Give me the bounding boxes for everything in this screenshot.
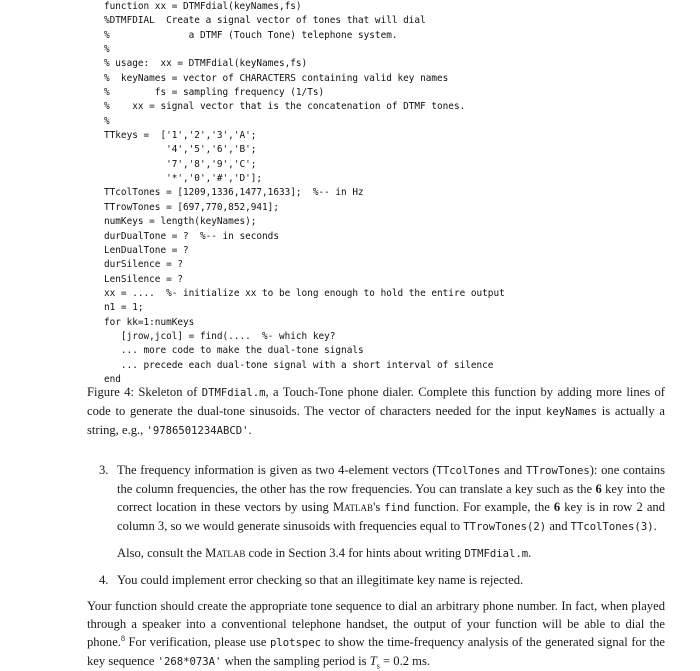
inline-code: DTMFdial.m <box>464 548 529 560</box>
inline-code: DTMFdial.m <box>201 387 266 399</box>
code-line: % keyNames = vector of CHARACTERS containing valid key names <box>104 72 449 84</box>
inline-code: TTcolTones(3) <box>570 521 654 533</box>
code-line: TTrowTones = [697,770,852,941]; <box>104 201 279 213</box>
code-line: '7','8','9','C'; <box>104 158 257 170</box>
footnote-marker: 8 <box>120 633 125 643</box>
code-line: % fs = sampling frequency (1/Ts) <box>104 87 325 99</box>
figure-caption: Figure 4: Skeleton of DTMFdial.m, a Touch-Tone phone dialer. Complete this function by adding more lines of code to generate the dual-tone sinusoids. The vector of characters needed for the input keyNames is actually a string, e.g., '9786501234ABCD'. <box>87 385 666 437</box>
code-line: LenDualTone = ? <box>104 244 189 256</box>
code-line: [jrow,jcol] = find(.... %- which key? <box>104 330 336 342</box>
inline-code: '268*073A' <box>157 656 222 668</box>
code-line: xx = .... %- initialize xx to be long enough to hold the entire output <box>104 287 505 299</box>
inline-code: keyNames <box>546 406 598 418</box>
math-subscript: s <box>376 661 380 671</box>
code-line: durDualTone = ? %-- in seconds <box>104 230 279 242</box>
code-line: TTkeys = ['1','2','3','A'; <box>104 130 257 142</box>
math-variable: T <box>369 654 377 668</box>
code-line: n1 = 1; <box>104 302 144 314</box>
code-line: for kk=1:numKeys <box>104 316 195 328</box>
code-line: % a DTMF (Touch Tone) telephone system. <box>104 29 398 41</box>
code-line: % xx = signal vector that is the concatenation of DTMF tones. <box>104 101 466 113</box>
code-line: durSilence = ? <box>104 259 184 271</box>
body-paragraph: Your function should create the appropriate tone sequence to dial an arbitrary phone number. In fact, when played through a speaker into a conventional telephone handset, the output of your function will be able to dial the phone.$^8$ For verification, please use plotspec to show the time-frequency analysis of the generated signal for the key sequence '268*073A' when the sampling period is $T_s = 0.2$ ms. <box>87 599 666 671</box>
list-item-4 <box>99 571 665 589</box>
list-item-3 <box>99 461 665 536</box>
code-line: '4','5','6','B'; <box>104 144 257 156</box>
hint-paragraph: Also, consult the Matlab code in Section 3.4 for hints about writing DTMFdial.m. <box>117 546 532 560</box>
code-line: TTcolTones = [1209,1336,1477,1633]; %-- in Hz <box>104 187 364 199</box>
code-line: % usage: xx = DTMFdial(keyNames,fs) <box>104 58 308 70</box>
inline-code: TTrowTones(2) <box>463 521 547 533</box>
bold-key: 6 <box>595 482 602 496</box>
matlab-code-listing <box>104 0 505 387</box>
list-number: 3. <box>99 463 109 477</box>
code-line: '*','0','#','D']; <box>104 173 263 185</box>
list-item-text: The frequency information is given as two 4-element vectors (TTcolTones and TTrowTones): one contains the column frequencies, the other has the row frequencies. You can translate a key such as the 6 key into the correct location in these vectors by using Matlab's find function. For example, the 6 key is in row 2 and column 3, so we would generate sinusoids with frequencies equal to TTrowTones(2) and TTcolTones(3). <box>117 463 666 533</box>
matlab-name: Matlab <box>332 500 374 514</box>
bold-key: 6 <box>553 500 561 514</box>
list-item-text: You could implement error checking so that an illegitimate key name is rejected. <box>117 573 524 587</box>
code-line: end <box>104 373 121 385</box>
code-line: function xx = DTMFdial(keyNames,fs) <box>104 1 302 12</box>
code-line: % <box>104 44 110 56</box>
code-line: LenSilence = ? <box>104 273 184 285</box>
inline-code: TTrowTones <box>525 465 590 477</box>
list-number: 4. <box>99 573 109 587</box>
code-line: ... precede each dual-tone signal with a short interval of silence <box>104 359 494 371</box>
inline-code: TTcolTones <box>436 465 501 477</box>
inline-code: '9786501234ABCD' <box>146 425 249 437</box>
inline-code: plotspec <box>269 637 321 649</box>
code-line: numKeys = length(keyNames); <box>104 216 257 228</box>
code-line: %DTMFDIAL Create a signal vector of tones that will dial <box>104 15 426 27</box>
matlab-name: Matlab <box>205 546 246 560</box>
inline-code: find <box>384 502 410 514</box>
code-line: ... more code to make the dual-tone signals <box>104 345 364 357</box>
code-line: % <box>104 115 110 127</box>
